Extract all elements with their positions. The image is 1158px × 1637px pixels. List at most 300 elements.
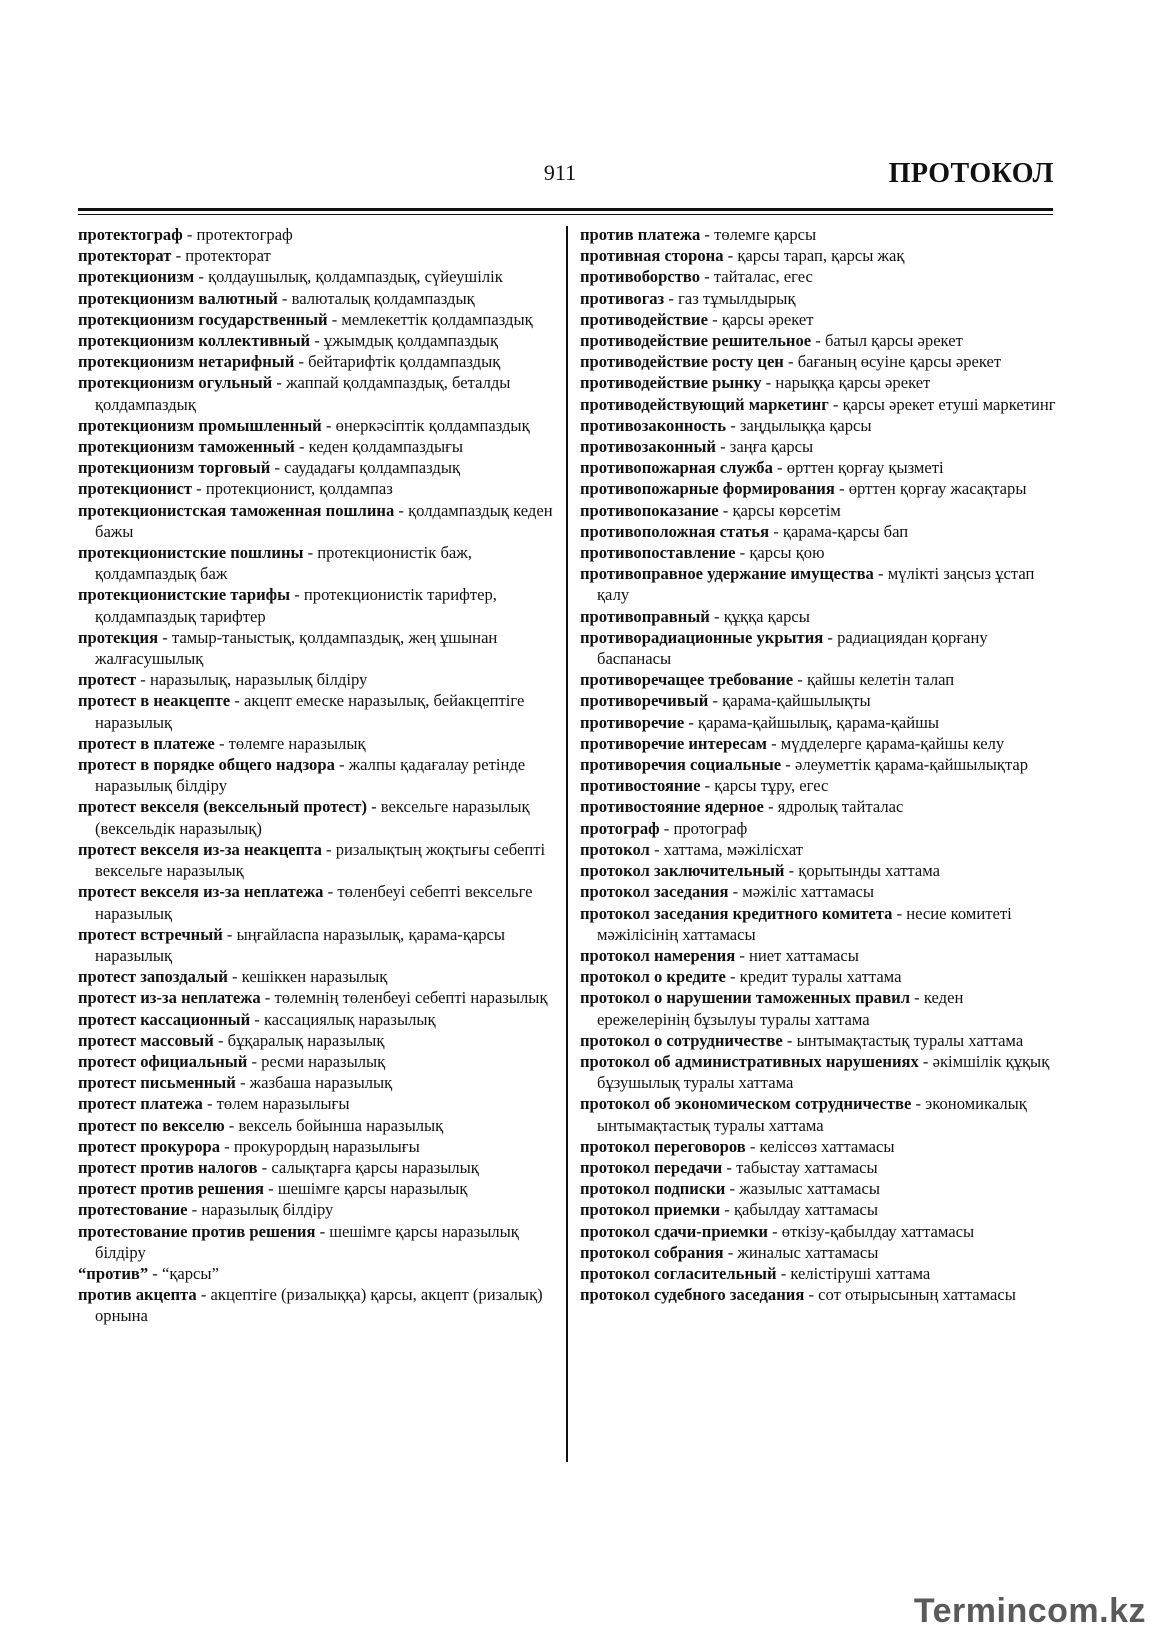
entry-definition: ядролық тайталас — [777, 797, 904, 817]
entry-separator: - — [823, 627, 838, 647]
entry-separator: - — [171, 246, 186, 266]
entry-term: противопожарная служба — [580, 458, 773, 478]
dictionary-entry — [78, 987, 556, 1008]
page-number: 911 — [543, 160, 577, 185]
entry-definition: кассациялық наразылық — [263, 1009, 436, 1029]
dictionary-entry — [78, 669, 556, 690]
entry-separator: - — [321, 839, 336, 859]
entry-separator: - — [784, 861, 799, 881]
dictionary-entry — [580, 987, 1060, 1029]
entry-separator: - — [726, 415, 740, 435]
entry-term: протокол намерения — [580, 945, 736, 965]
entry-term: противоправный — [580, 606, 710, 626]
entry-definition: вексель бойынша наразылық — [238, 1115, 444, 1135]
entry-definition: төлемге наразылық — [228, 733, 366, 753]
entry-separator: - — [247, 1051, 262, 1071]
entry-term: противопожарные формирования — [580, 479, 835, 499]
dictionary-entry — [580, 478, 1060, 499]
entry-definition: протограф — [673, 818, 748, 838]
entry-definition: қарсы қою — [749, 543, 825, 563]
entry-definition: табыстау хаттамасы — [736, 1157, 878, 1177]
entry-term: протекция — [78, 627, 159, 647]
entry-separator: - — [394, 500, 409, 520]
entry-term: противостояние — [580, 776, 701, 796]
entry-definition: төлемнің төленбеуі себепті наразылық — [274, 988, 548, 1008]
entry-definition: вексельге наразылық (вексельдік наразылық) — [95, 797, 530, 838]
entry-separator: - — [321, 415, 336, 435]
entry-separator: - — [708, 691, 723, 711]
entry-separator: - — [260, 988, 275, 1008]
entry-definition: жазылыс хаттамасы — [739, 1179, 881, 1199]
entry-separator: - — [781, 755, 795, 775]
entry-definition: акцептіге (ризалыққа) қарсы, акцепт (ризалық) орнына — [95, 1285, 543, 1326]
entry-term: противоречия социальные — [580, 755, 782, 775]
entry-term: протестование против решения — [78, 1221, 316, 1241]
dictionary-entry — [78, 584, 556, 626]
dictionary-entry — [580, 330, 1060, 351]
entry-separator: - — [722, 1157, 737, 1177]
entry-separator: - — [745, 1136, 760, 1156]
running-head: ПРОТОКОЛ — [888, 158, 1054, 189]
entry-term: противодействие решительное — [580, 331, 812, 351]
dictionary-entry — [78, 1263, 556, 1284]
dictionary-entry — [78, 542, 556, 584]
entry-separator: - — [227, 967, 242, 987]
entry-definition: бағаның өсуіне қарсы әрекет — [797, 352, 1002, 372]
entry-term: противозаконность — [580, 415, 727, 435]
dictionary-entry — [78, 1051, 556, 1072]
entry-definition: жалпы қадағалау ретінде наразылық білдіру — [95, 755, 526, 796]
entry-definition: тамыр-таныстық, қолдампаздық, жең ұшынан жалғасушылық — [95, 627, 498, 669]
entry-definition: қарама-қайшылықты — [722, 691, 871, 711]
dictionary-entry — [580, 1157, 1060, 1178]
entry-separator: - — [659, 818, 674, 838]
entry-term: протекционизм промышленный — [78, 415, 322, 435]
dictionary-entry — [78, 733, 556, 754]
dictionary-entry — [580, 1284, 1060, 1305]
entry-separator: - — [725, 1179, 740, 1199]
entry-definition: қарсы тарап, қарсы жақ — [737, 246, 905, 266]
entry-term: протокол о сотрудничестве — [580, 1030, 783, 1050]
entry-term: противоречивый — [580, 691, 709, 711]
entry-separator: - — [649, 839, 664, 859]
dictionary-entry — [78, 1284, 556, 1326]
dictionary-entry — [78, 288, 556, 309]
entry-separator: - — [277, 288, 292, 308]
dictionary-entry — [580, 818, 1060, 839]
entry-definition: сот отырысының хаттамасы — [818, 1285, 1016, 1305]
entry-term: протокол согласительный — [580, 1263, 777, 1283]
entry-term: протекционистские пошлины — [78, 543, 304, 563]
entry-term: протест письменный — [78, 1073, 236, 1093]
entry-definition: қорытынды хаттама — [798, 861, 940, 881]
entry-term: протокол заседания кредитного комитета — [580, 903, 893, 923]
entry-term: противостояние ядерное — [580, 797, 764, 817]
dictionary-entry — [580, 775, 1060, 796]
entry-definition: хаттама, мәжілісхат — [663, 839, 804, 859]
dictionary-entry — [78, 1115, 556, 1136]
entry-separator: - — [728, 882, 743, 902]
entry-separator: - — [834, 479, 849, 499]
entry-term: “против” — [78, 1263, 149, 1283]
entry-separator: - — [700, 776, 715, 796]
dictionary-entry — [580, 1221, 1060, 1242]
entry-separator: - — [892, 903, 907, 923]
dictionary-entry — [78, 436, 556, 457]
entry-term: противодействие рынку — [580, 373, 762, 393]
dictionary-entry — [580, 796, 1060, 817]
entry-separator: - — [136, 670, 150, 690]
entry-term: противоречие интересам — [580, 733, 767, 753]
entry-separator: - — [327, 309, 342, 329]
entry-term: протокол сдачи-приемки — [580, 1221, 768, 1241]
entry-separator: - — [664, 288, 679, 308]
entry-term: протекционистская таможенная пошлина — [78, 500, 395, 520]
entry-definition: қолдаушылық, қолдампаздық, сүйеушілік — [208, 267, 503, 287]
dictionary-entry — [78, 1093, 556, 1114]
dictionary-entry — [580, 500, 1060, 521]
entry-term: протест прокурора — [78, 1136, 221, 1156]
entry-term: противорадиационные укрытия — [580, 627, 824, 647]
dictionary-entry — [580, 245, 1060, 266]
dictionary-entry — [78, 457, 556, 478]
dictionary-entry — [580, 224, 1060, 245]
entry-definition: төлемге қарсы — [714, 225, 817, 244]
dictionary-entry — [580, 415, 1060, 436]
entry-separator: - — [735, 543, 750, 563]
entry-term: протокол заключительный — [580, 861, 785, 881]
header-rule-thin — [78, 214, 1053, 215]
entry-definition: протектограф — [196, 225, 293, 244]
dictionary-entry — [78, 351, 556, 372]
entry-separator: - — [202, 1094, 217, 1114]
entry-separator: - — [220, 1136, 234, 1156]
dictionary-entry — [78, 1178, 556, 1199]
entry-separator: - — [272, 373, 287, 393]
dictionary-entry — [580, 457, 1060, 478]
entry-term: протокол о кредите — [580, 967, 726, 987]
entry-definition: радиациядан қорғану баспанасы — [597, 627, 988, 669]
entry-term: протекционист — [78, 479, 193, 499]
entry-definition: жаппай қолдампаздық, беталды қолдампаздық — [95, 373, 511, 414]
dictionary-entry — [580, 1178, 1060, 1199]
entry-definition: экономикалық ынтымақтастық туралы хаттама — [597, 1094, 1027, 1135]
entry-term: протест запоздалый — [78, 967, 228, 987]
entry-definition: өнеркәсіптік қолдампаздық — [335, 415, 530, 435]
entry-definition: бейтарифтік қолдампаздық — [308, 352, 501, 372]
entry-term: противодействие — [580, 309, 708, 329]
entry-definition: құққа қарсы — [723, 606, 810, 626]
dictionary-entry — [78, 754, 556, 796]
entry-separator: - — [723, 1242, 738, 1262]
entry-definition: ресми наразылық — [261, 1051, 386, 1071]
entry-definition: қарсы әрекет етуші маркетинг — [842, 394, 1056, 414]
entry-separator: - — [776, 1263, 791, 1283]
entry-term: против акцепта — [78, 1285, 197, 1305]
entry-term: протекционизм государственный — [78, 309, 328, 329]
entry-term: протест векселя (вексельный протест) — [78, 797, 367, 817]
dictionary-entry — [580, 627, 1060, 669]
entry-term: протекционизм нетарифный — [78, 352, 295, 372]
entry-term: противозаконный — [580, 437, 716, 457]
entry-term: протекционизм торговый — [78, 458, 271, 478]
entry-definition: ризалықтың жоқтығы себепті вексельге наразылық — [95, 839, 546, 881]
entry-separator: - — [214, 733, 229, 753]
entry-definition: мемлекеттік қолдампаздық — [341, 309, 533, 329]
entry-term: протекционистские тарифы — [78, 585, 291, 605]
entry-separator: - — [294, 352, 309, 372]
entry-separator: - — [222, 924, 237, 944]
entry-definition: қайшы келетін талап — [806, 670, 955, 690]
entry-definition: заңдылыққа қарсы — [739, 415, 872, 435]
entry-separator: - — [315, 1221, 330, 1241]
entry-separator: - — [224, 1115, 239, 1135]
entry-definition: төленбеуі себепті вексельге наразылық — [95, 882, 533, 923]
dictionary-entry — [580, 542, 1060, 563]
entry-definition: келіссөз хаттамасы — [759, 1136, 895, 1156]
dictionary-entry — [580, 521, 1060, 542]
entry-term: противопоставление — [580, 543, 736, 563]
dictionary-entry — [580, 945, 1060, 966]
entry-definition: мәжіліс хаттамасы — [742, 882, 874, 902]
entry-separator: - — [763, 797, 778, 817]
dictionary-entry — [78, 690, 556, 732]
entry-definition: өрттен қорғау жасақтары — [848, 479, 1027, 499]
entry-definition: қолдампаздық кеден бажы — [95, 500, 553, 541]
entry-term: противопоказание — [580, 500, 719, 520]
entry-term: противоречие — [580, 712, 685, 732]
entry-definition: қарама-қайшылық, қарама-қайшы — [698, 712, 940, 732]
entry-term: противодействующий маркетинг — [580, 394, 829, 414]
entry-term: протест векселя из-за неакцепта — [78, 839, 322, 859]
entry-definition: протекционист, қолдампаз — [205, 479, 393, 499]
entry-term: протокол заседания — [580, 882, 729, 902]
entry-definition: қарсы әрекет — [721, 309, 814, 329]
entry-definition: наразылық, наразылық білдіру — [149, 670, 368, 690]
entry-separator: - — [715, 437, 730, 457]
dictionary-entry — [78, 881, 556, 923]
entry-definition: қарсы көрсетім — [732, 500, 841, 520]
entry-separator: - — [707, 309, 722, 329]
dictionary-entry — [580, 881, 1060, 902]
dictionary-entry — [78, 309, 556, 330]
entry-term: протекционизм валютный — [78, 288, 278, 308]
entry-separator: - — [766, 733, 781, 753]
dictionary-entry — [580, 1030, 1060, 1051]
entry-definition: салықтарға қарсы наразылық — [271, 1157, 479, 1177]
entry-separator: - — [290, 585, 304, 605]
entry-separator: - — [182, 225, 197, 244]
watermark-logo: Termincom.kz — [913, 1592, 1146, 1630]
entry-definition: өрттен қорғау қызметі — [786, 458, 944, 478]
entry-term: противоречащее требование — [580, 670, 794, 690]
entry-definition: ынтымақтастық туралы хаттама — [796, 1030, 1024, 1050]
entry-term: протектограф — [78, 225, 183, 244]
entry-separator: - — [873, 564, 888, 584]
dictionary-entry — [580, 712, 1060, 733]
dictionary-entry — [580, 436, 1060, 457]
column-divider — [566, 226, 568, 1462]
dictionary-entry — [580, 1093, 1060, 1135]
dictionary-entry — [580, 839, 1060, 860]
entry-term: протекционизм — [78, 267, 195, 287]
entry-definition: кредит туралы хаттама — [739, 967, 902, 987]
entry-term: протокол собрания — [580, 1242, 724, 1262]
entry-definition: қарсы тұру, егес — [714, 776, 829, 796]
dictionary-entry — [580, 563, 1060, 605]
entry-separator: - — [264, 1179, 278, 1199]
entry-separator: - — [366, 797, 381, 817]
entry-term: протест векселя из-за неплатежа — [78, 882, 324, 902]
entry-separator: - — [323, 882, 338, 902]
header-rule-thick — [78, 208, 1053, 211]
entry-term: протестование — [78, 1200, 188, 1220]
entry-separator: - — [911, 1094, 926, 1114]
entry-definition: акцепт емеске наразылық, бейакцептіге наразылық — [95, 691, 525, 732]
entry-separator: - — [684, 712, 699, 732]
dictionary-entry — [580, 669, 1060, 690]
entry-separator: - — [213, 1030, 228, 1050]
dictionary-entry — [580, 733, 1060, 754]
dictionary-entry — [78, 500, 556, 542]
entry-term: протест массовый — [78, 1030, 214, 1050]
entry-term: против платежа — [580, 225, 701, 244]
entry-separator: - — [196, 1285, 211, 1305]
entry-term: протокол подписки — [580, 1179, 726, 1199]
entry-separator: - — [720, 1200, 734, 1220]
entry-separator: - — [334, 755, 349, 775]
entry-separator: - — [192, 479, 206, 499]
entry-definition: кеден ережелерінің бұзылуы туралы хаттама — [597, 988, 964, 1029]
entry-definition: протекторат — [185, 246, 271, 266]
dictionary-entry — [78, 1009, 556, 1030]
dictionary-entry — [580, 1051, 1060, 1093]
entry-separator: - — [723, 246, 738, 266]
entry-separator: - — [767, 1221, 782, 1241]
dictionary-entry — [580, 903, 1060, 945]
entry-separator: - — [910, 988, 924, 1008]
entry-separator: - — [700, 225, 715, 244]
entry-definition: қабылдау хаттамасы — [733, 1200, 879, 1220]
entry-term: противоправное удержание имущества — [580, 564, 874, 584]
entry-term: протест официальный — [78, 1051, 248, 1071]
entry-term: противоположная статья — [580, 521, 770, 541]
entry-separator: - — [782, 1030, 797, 1050]
entry-term: противоборство — [580, 267, 700, 287]
entry-definition: прокурордың наразылығы — [233, 1136, 420, 1156]
entry-separator: - — [772, 458, 787, 478]
entry-term: противная сторона — [580, 246, 724, 266]
entry-separator: - — [187, 1200, 202, 1220]
dictionary-entry — [580, 372, 1060, 393]
entry-separator: - — [811, 331, 825, 351]
dictionary-entry — [580, 754, 1060, 775]
entry-term: протест — [78, 670, 137, 690]
entry-definition: ыңғайласпа наразылық, қарама-қарсы наразылық — [95, 924, 506, 965]
dictionary-entry — [78, 266, 556, 287]
entry-separator: - — [194, 267, 209, 287]
entry-separator: - — [310, 331, 324, 351]
dictionary-entry — [78, 966, 556, 987]
dictionary-entry — [78, 478, 556, 499]
dictionary-entry — [78, 924, 556, 966]
entry-term: протест в неакцепте — [78, 691, 231, 711]
dictionary-entry — [580, 1199, 1060, 1220]
entry-definition: протекционистік баж, қолдампаздық баж — [95, 543, 472, 584]
entry-definition: ниет хаттамасы — [749, 945, 859, 965]
entry-definition: тайталас, егес — [713, 267, 813, 287]
entry-term: протограф — [580, 818, 660, 838]
dictionary-entry — [78, 627, 556, 669]
entry-term: протест в платеже — [78, 733, 215, 753]
dictionary-entry — [580, 690, 1060, 711]
entry-separator: - — [761, 373, 776, 393]
entry-definition: келістіруші хаттама — [790, 1263, 931, 1283]
entry-separator: - — [235, 1073, 250, 1093]
entry-term: протокол — [580, 839, 650, 859]
entry-separator: - — [700, 267, 714, 287]
entry-separator: - — [769, 521, 783, 541]
dictionary-entry — [580, 288, 1060, 309]
dictionary-entry — [78, 839, 556, 881]
entry-separator: - — [158, 627, 172, 647]
entry-term: протест платежа — [78, 1094, 203, 1114]
entry-definition: кеден қолдампаздығы — [308, 437, 464, 457]
dictionary-entry — [580, 606, 1060, 627]
dictionary-entry — [580, 394, 1060, 415]
entry-definition: наразылық білдіру — [201, 1200, 334, 1220]
entry-term: протокол судебного заседания — [580, 1285, 805, 1305]
dictionary-entry — [78, 796, 556, 838]
entry-definition: өткізу-қабылдау хаттамасы — [781, 1221, 975, 1241]
entry-term: протекционизм огульный — [78, 373, 273, 393]
entry-term: протекторат — [78, 246, 172, 266]
entry-separator: - — [793, 670, 807, 690]
entry-term: протокол передачи — [580, 1157, 723, 1177]
dictionary-entry — [78, 1221, 556, 1263]
dictionary-entry — [580, 1242, 1060, 1263]
entry-definition: бұқаралық наразылық — [227, 1030, 385, 1050]
entry-definition: газ тұмылдырық — [678, 288, 796, 308]
entry-definition: мүдделерге қарама-қайшы келу — [780, 733, 1005, 753]
entry-definition: әлеуметтік қарама-қайшылықтар — [794, 755, 1029, 775]
entry-definition: төлем наразылығы — [216, 1094, 350, 1114]
entry-separator: - — [257, 1157, 272, 1177]
entry-term: протокол о нарушении таможенных правил — [580, 988, 911, 1008]
entry-term: протекционизм коллективный — [78, 331, 311, 351]
entry-separator: - — [828, 394, 843, 414]
dictionary-entry — [580, 860, 1060, 881]
entry-term: противогаз — [580, 288, 665, 308]
entry-definition: жиналыс хаттамасы — [737, 1242, 879, 1262]
entry-term: протест из-за неплатежа — [78, 988, 261, 1008]
entry-definition: мүлікті заңсыз ұстап қалу — [597, 564, 1035, 605]
entry-term: протест кассационный — [78, 1009, 251, 1029]
entry-separator: - — [725, 967, 740, 987]
entry-term: протест по векселю — [78, 1115, 225, 1135]
dictionary-entry — [78, 1157, 556, 1178]
entry-definition: батыл қарсы әрекет — [824, 331, 963, 351]
entry-term: протест против решения — [78, 1179, 265, 1199]
entry-separator: - — [804, 1285, 819, 1305]
right-column — [580, 224, 1060, 1305]
entry-separator: - — [783, 352, 798, 372]
dictionary-entry — [78, 1136, 556, 1157]
dictionary-entry — [580, 1136, 1060, 1157]
dictionary-entry — [78, 224, 556, 245]
entry-term: противодействие росту цен — [580, 352, 784, 372]
entry-term: протест в порядке общего надзора — [78, 755, 335, 775]
